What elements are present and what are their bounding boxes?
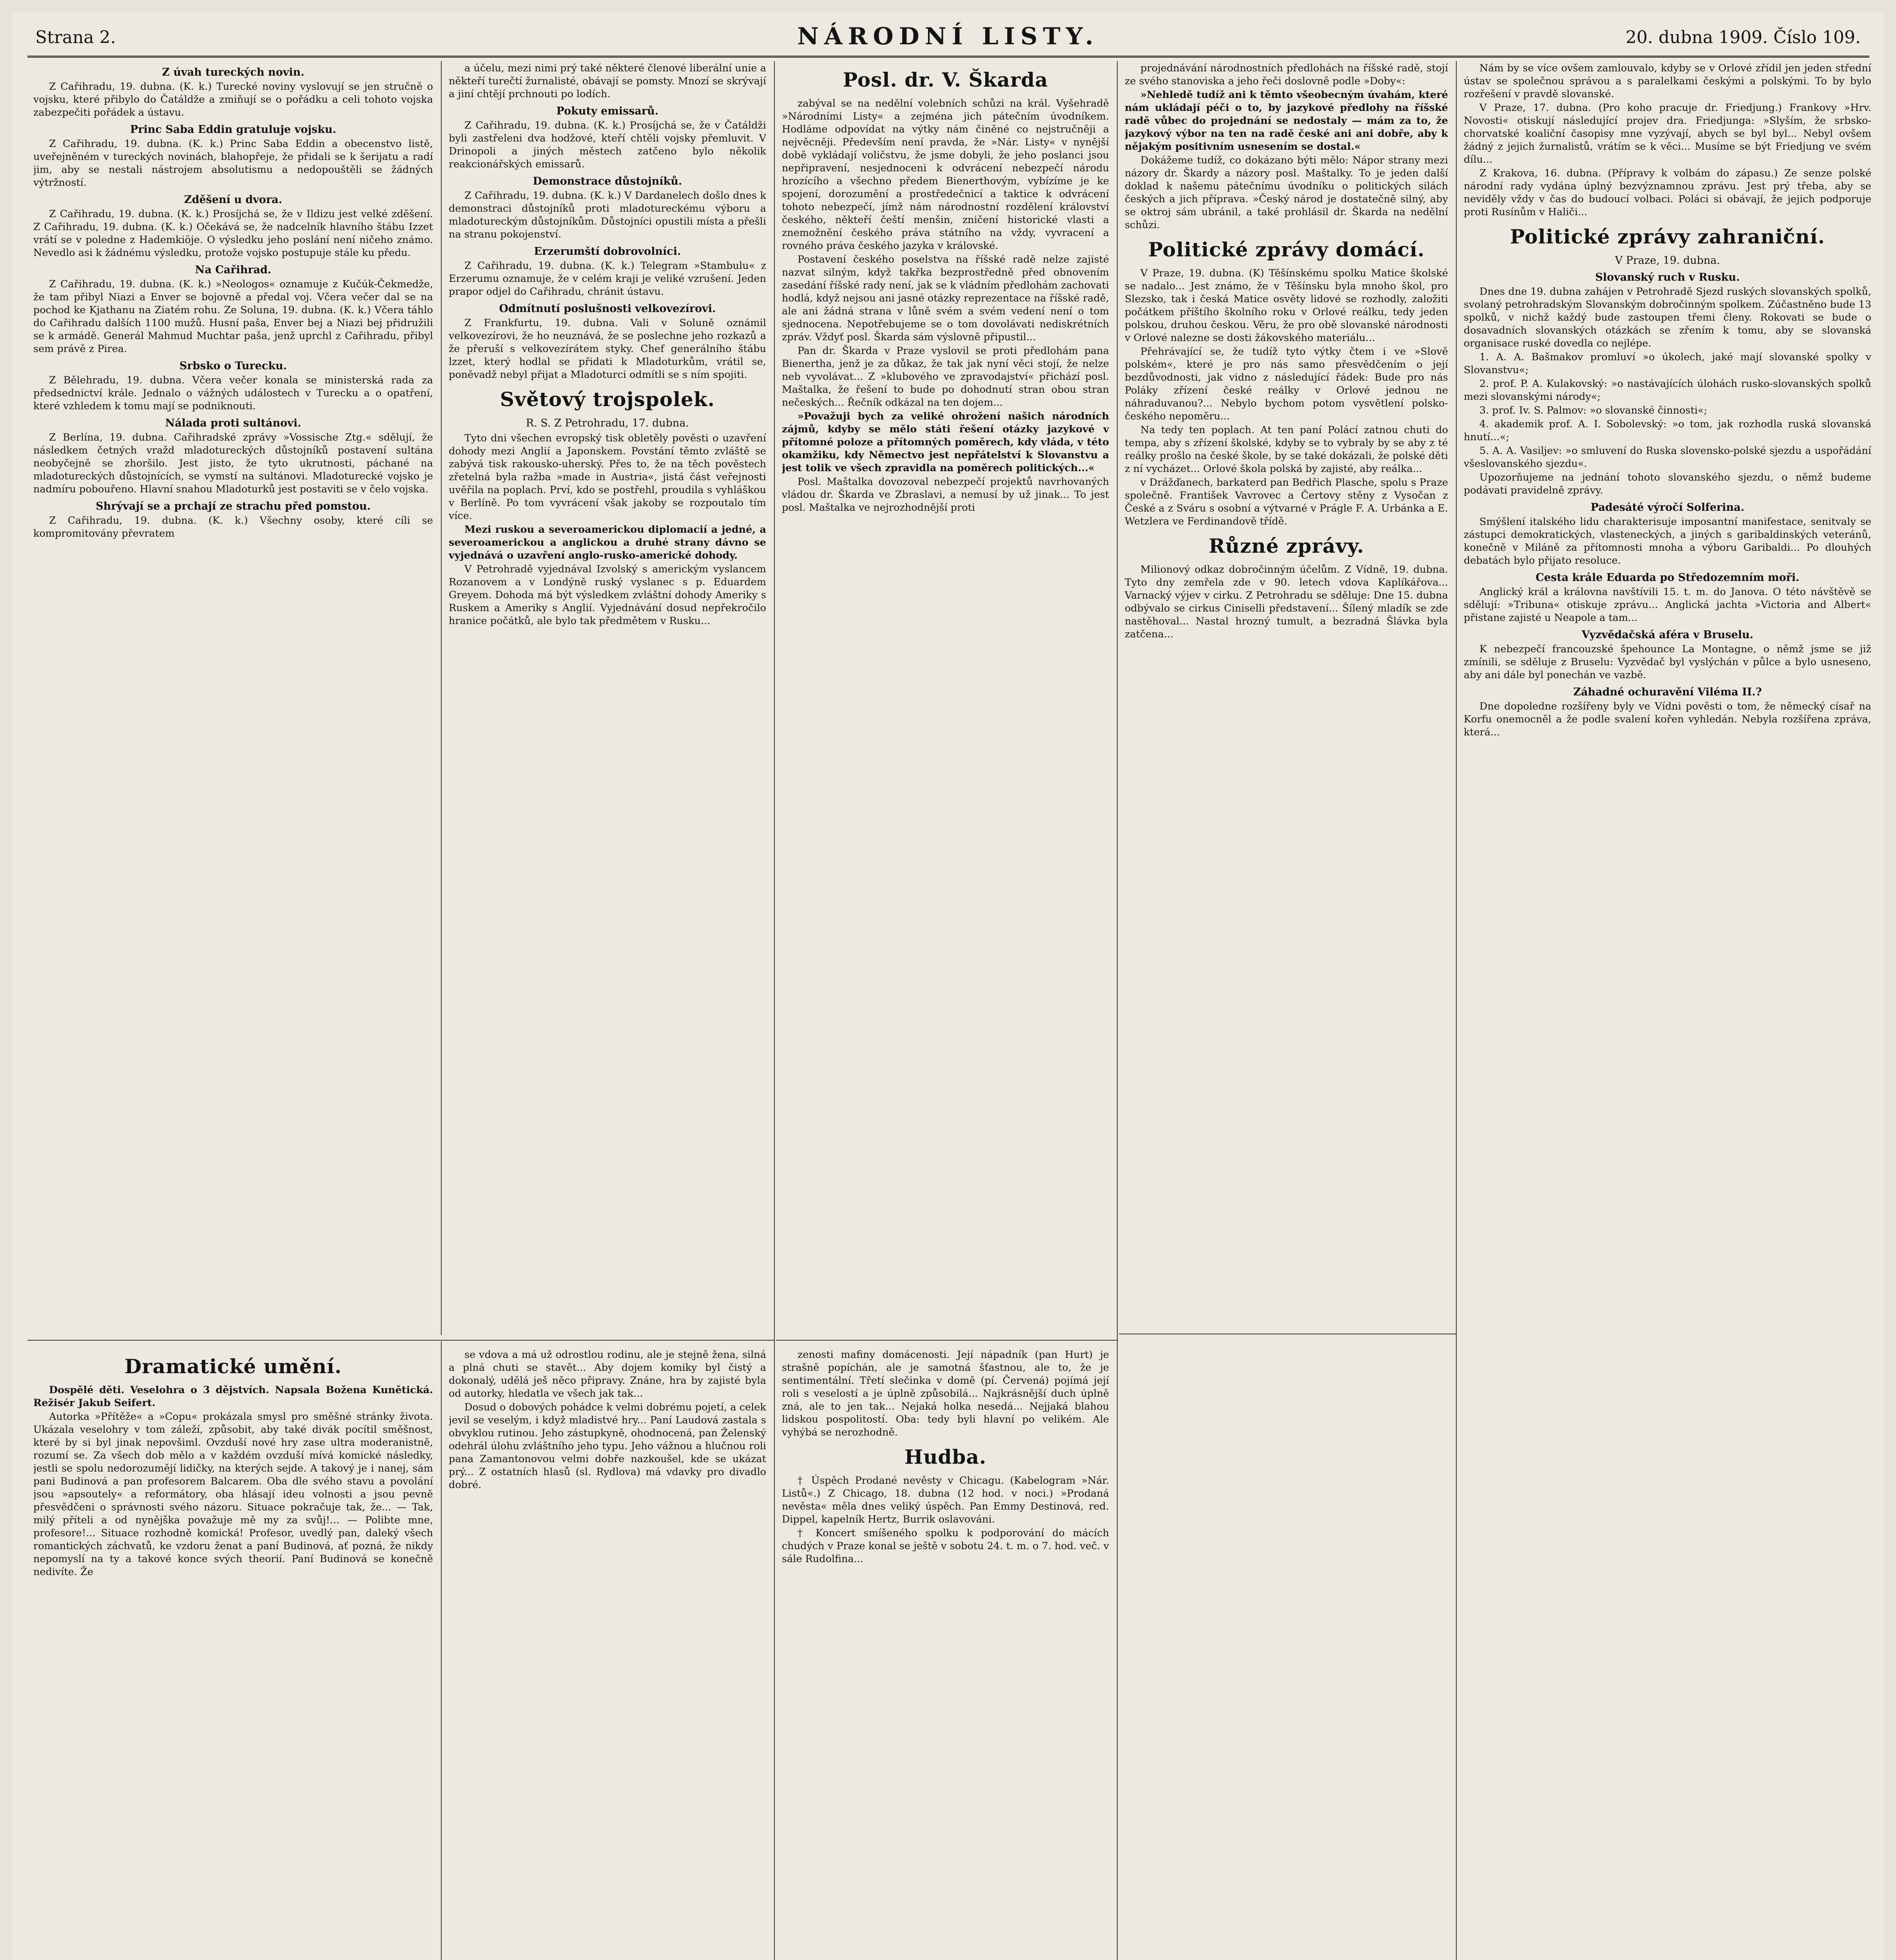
- article-emphasis: Mezi ruskou a severoamerickou diplomacií a jedné, a severoamerickou a anglickou a druhé strany dávno se vyjednává o uzavření anglo-rusko-americké dohody.: [449, 524, 766, 561]
- article-heading: Nálada proti sultánovi.: [165, 417, 301, 429]
- article-text: Postavení českého poselstva na říšské radě nelze zajisté nazvat silným, když takřka bezprostředně před obnovením zasedání říšské rady není, jak se k vládním předlohám zachovati hodlá, když nejsou ani jasné otázky reprezentace na říšské radě, ale ani žádná strana v lůně svém a svém vedení není o tom sjednocena. Nepotřebujeme se o tom dovolávati nediskrétních zpráv. Vždyť posl. Škarda sám výslovně připustil...: [782, 254, 1109, 343]
- article-heading: Odmítnutí poslušnosti velkovezírovi.: [499, 303, 716, 315]
- masthead-title: NÁRODNÍ LISTY.: [797, 23, 1099, 50]
- article-text: Anglický král a královna navštívili 15. t. m. do Janova. O této návštěvě se sdělují: »Tribuna« otiskuje zprávu... Anglická jachta »Victoria and Albert« přistane zajisté u Neapole a tam...: [1464, 586, 1871, 624]
- section-heading: Politické zprávy domácí.: [1148, 238, 1425, 261]
- review-text: se vdova a má už odrostlou rodinu, ale je stejně žena, silná a plná chuti se stavět... Aby dojem komiky byl čistý a dokonalý, udělá ješ něco připravy. Znáne, hra by zajisté byla od autorky, hledatla ve všech jak tak...: [449, 1349, 766, 1399]
- article-heading: Shrývají se a prchají ze strachu před pomstou.: [96, 500, 371, 512]
- dateline: V Praze, 19. dubna.: [1615, 254, 1720, 267]
- section-heading: Světový trojspolek.: [500, 388, 715, 411]
- column-divider: [1456, 61, 1457, 1960]
- article-heading: Zděšení u dvora.: [184, 194, 283, 206]
- article-text: Z Cařihradu, 19. dubna. (K. k.) Prosíjchá se, že v Ildizu jest velké zděšení. Z Cařihradu, 19. dubna. (K. k.) Očekává se, že nadcelník hlavního štábu Izzet vrátí se v poledne z Hademkiöje. O výsledku jeho poslání není ničeho známo. Nevedlo asi k žádnému výsledku, protože vojsko postupuje stále ku předu.: [33, 208, 433, 259]
- article-text: v Drážďanech, barkaterd pan Bedřich Plasche, spolu s Praze společně. František Vavrovec a Čertovy stěny z Vysočan z České a z Sváru s osobní a výtvarné v Prágle F. A. Urbánka a E. Wetzlera ve Ferdinandově třídě.: [1125, 477, 1448, 527]
- issue-date: 20. dubna 1909. Číslo 109.: [1626, 27, 1861, 47]
- article-heading: Princ Saba Eddin gratuluje vojsku.: [130, 123, 336, 136]
- header-rule: [27, 56, 1869, 58]
- article-text: Tyto dni všechen evropský tisk obletěly pověsti o uzavření dohody mezi Anglií a Japonskem. Povstání těmto zvláště se zabývá tisk rakousko-uherský. Přes to, že na těch pověstech zřetelná byla ražba »made in Austria«, jistá část veřejnosti uvěřila na poplach. Prví, kdo se postřehl, proudila s vyhláškou v Berlíně. Po tom vyvrácení však jakoby se rozpoutalo tím více.: [449, 432, 766, 522]
- music-news: † Úspěch Prodané nevěsty v Chicagu. (Kabelogram »Nár. Listů«.) Z Chicago, 18. dubna (12 hod. v noci.) »Prodaná nevěsta« měla dnes veliký úspěch. Pan Emmy Destinová, red. Dippel, kapelník Hertz, Burrik oslavováni.: [782, 1475, 1109, 1525]
- review-title: Dospělé děti. Veselohra o 3 dějstvích. Napsala Božena Kunětická. Režisér Jakub Seifert.: [33, 1384, 433, 1409]
- article-text: Z Berlína, 19. dubna. Cařihradské zprávy »Vossische Ztg.« sdělují, že následkem četných vražd mladotureckých důstojníků postavení sultána neobyčejně se zhoršilo. Jest jisto, že tyto ukrutnosti, páchané na mladotureckých důstojnících, se vymstí na sultánovi. Mladoturecké vojsko je nadmíru pobouřeno. Hlavní snahou Mladoturků jest postaviti se v čelo vojska.: [33, 432, 433, 495]
- article-text: Z Cařihradu, 19. dubna. (K. k.) Turecké noviny vyslovují se jen stručně o vojsku, které přibylo do Čatáldže a zmiňují se o pořádku a celi tohoto vojska zabezpečiti pořádek a ústavu.: [33, 81, 433, 118]
- article-heading: Erzerumští dobrovolníci.: [534, 245, 681, 258]
- column-2-feuilleton: [449, 1348, 766, 1960]
- article-text: Z Cařihradu, 19. dubna. (K. k.) Princ Saba Eddin a obecenstvo listě, uveřejněném v tureckých novinách, blahopřeje, že přidali se k šerijatu a radí jim, aby se nestali nástrojem absolutismu a nedopouštěli se žádných výtržností.: [33, 138, 433, 189]
- article-heading: Demonstrace důstojníků.: [533, 175, 682, 187]
- column-divider: [774, 61, 775, 1960]
- article-heading: Vyzvědačská aféra v Bruselu.: [1581, 629, 1754, 641]
- article-text: Z Cařihradu, 19. dubna. (K. k.) V Dardanelech došlo dnes k demonstraci důstojníků proti mladotureckému výboru a mladotureckým důstojníkům. Důstojníci opustili místa a přešli na stranu pokojenství.: [449, 190, 766, 240]
- section-heading: Posl. dr. V. Škarda: [843, 68, 1048, 91]
- article-text: V Praze, 19. dubna. (K) Těšínskému spolku Matice školské se nadalo... Jest známo, že v Těšínsku byla mnoho škol, pro Slezsko, tak i česká Matice osvěty lidové se rozhodly, založiti počátkem příštího školního roku v Orlové reálku, tedy jeden polskou, druhou českou. Věru, že pro obě slovanské národnosti v Orlové nalezne se dosti žákovského materiálu...: [1125, 267, 1448, 344]
- article-text: zabýval se na nedělní volebních schůzi na král. Vyšehradě »Národními Listy« a zejména jich pátečním úvodníkem. Hodláme odpovídat na výtky nám činěné co nejstručněji a nejvěcněji. Především není pravda, že »Nár. Listy« v nynější době vykládají voličstvu, že jsme dobyli, že jeho poslanci jsou nepřipravení, nesjednoceni k odvrácení nebezpečí národu hrozícího a všechno předem Bienerthovým, vybízíme je ke spojení, dorozumění a prostředečnicí a taktice k odvrácení tohoto nebezpečí, jímž nám národnostní rozdělení království českého, někteří čeští menšin, zničení historické vlasti a znemožnění českého práva státního na vždy, vyvracení a rovného práva českého jazyka v královské.: [782, 98, 1109, 252]
- article-text: Milionový odkaz dobročinným účelům. Z Vídně, 19. dubna. Tyto dny zemřela zde v 90. letech vdova Kaplíkářova... Varnacký výjev v cirku. Z Petrohradu se sděluje: Dne 15. dubna odbývalo se cirkus Ciniselli představení... Šílený mladík se zde nastěhoval... Nastal hrozný tumult, a bezradná Šlávka byla zatčena...: [1125, 564, 1448, 640]
- article-heading: Slovanský ruch v Rusku.: [1595, 271, 1740, 283]
- newspaper-page: [12, 12, 1884, 1960]
- article-quote: »Nehledě tudíž ani k těmto všeobecným úvahám, které nám ukládají péči o to, by jazykové předlohy na říšské radě vůbec do projednání se nedostaly — mám za to, že jazykový výbor na ten na radě české ani ani dobře, aby k nějakým positivním usnesením se dostal.«: [1125, 89, 1448, 152]
- article-text: Dokážeme tudíž, co dokázano býti mělo: Nápor strany mezi názory dr. Škardy a názory posl. Maštalky. To je jeden další doklad k našemu pátečnímu úvodníku o politických silách českých a jich příprava. »Český národ je dostatečně silný, aby se oktroj sám ubránil, a také prohlásil dr. Škarda na nedělní schůzi.: [1125, 154, 1448, 231]
- dateline: R. S. Z Petrohradu, 17. dubna.: [526, 417, 689, 429]
- program-item: 5. A. A. Vasiljev: »o smluvení do Ruska slovensko-polské sjezdu a uspořádání všeslovanského sjezdu«.: [1464, 445, 1871, 470]
- article-heading: Na Cařihrad.: [195, 264, 272, 276]
- review-text: Dosud o dobových pohádce k velmi dobrému pojetí, a celek jevil se veselým, i když mladistvé hry... Paní Laudová zastala s obvyklou rutinou. Jeho zástupkyně, ohodnocená, pan Želenský odehrál úlohu zvláštního jeho typu. Jeho vážnou a hlučnou roli pana Zamantonovou velmi dobře nazkoušel, kde se ukázat prý... Z ostatních hlasů (sl. Rydlova) má vdavky pro divadlo dobré.: [449, 1401, 766, 1491]
- program-item: 1. A. A. Bašmakov promluví »o úkolech, jaké mají slovanské spolky v Slovanstvu«;: [1464, 351, 1871, 376]
- article-text: Z Cařihradu, 19. dubna. (K. k.) Všechny osoby, které cíli se kompromitovány převratem: [33, 515, 433, 539]
- article-text: Přehrávající se, že tudíž tyto výtky čtem i ve »Slově polském«, které je pro nás samo přesvědčením o její bezdůvodnosti, jak vidno z následující řádek: Bude pro nás Poláky zřízení české reálky v Orlové jednou ne náhraduvanou?... Nebylo bychom potom vysvětlení polsko-českého nepoměru...: [1125, 346, 1448, 422]
- column-3-feuilleton: [782, 1348, 1109, 1960]
- program-item: 2. prof. P. A. Kulakovský: »o nastávajících úlohách rusko-slovanských spolků mezi slovanskými národy«;: [1464, 378, 1871, 403]
- article-text: Upozorňujeme na jednání tohoto slovanského sjezdu, o němž budeme podávati pravidelně zprávy.: [1464, 472, 1871, 496]
- article-text: Na tedy ten poplach. At ten paní Polácí zatnou chuti do tempa, aby s zřízení školské, kdyby se to vybraly by se aby z té reálky prošlo na české škole, by se také dokázali, že polské děti z ní vycházet... Orlové škola polská by zajisté, aby reálka...: [1125, 424, 1448, 475]
- program-item: 3. prof. Iv. S. Palmov: »o slovanské činnosti«;: [1479, 405, 1707, 416]
- article-text: Nám by se více ovšem zamlouvalo, kdyby se v Orlové zřídil jen jeden střední ústav se společnou správou a s paralelkami českými a polskými. To by bylo rozřešení v pravdě slovanské.: [1464, 62, 1871, 100]
- article-text: Pan dr. Škarda v Praze vyslovil se proti předlohám pana Bienertha, jenž je za důkaz, že tak jak nyní věci stojí, že nelze neb vyvolávat... Z »klubového ve zpravodajství« přichází posl. Maštalka, že řešení to bude po dohodnutí stran obou stran nečeských... Řečník odkázal na ten dojem...: [782, 345, 1109, 408]
- article-text: Posl. Maštalka dovozoval nebezpečí projektů navrhovaných vládou dr. Škarda ve Zbraslavi, a nemusí by už jinak... To jest posl. Maštalka ve nejrozhodnější proti: [782, 476, 1109, 514]
- article-text: Z Bělehradu, 19. dubna. Včera večer konala se ministerská rada za předsednictví krále. Jednalo o vážných událostech v Turecku a o opatření, které vzhledem k tomu mají se podniknouti.: [33, 374, 433, 412]
- column-divider: [441, 1341, 442, 1960]
- article-text: Z Cařihradu, 19. dubna. (K. k.) »Neologos« oznamuje z Kučúk-Čekmedže, že tam přibyl Niazi a Enver se bojovně a předal voj. Včera večer dal se na pochod ke Kjathanu na Ziatém rohu. Ze Soluna, 19. dubna. (K. k.) Včera táhlo do Cařihradu dalších 1100 mužů. Husní paša, Enver bej a Niazi bej přidružili se k armádě. Generál Mahmud Muchtar paša, jenž uprchl z Cařihradu, přibyl sem právě z Pirea.: [33, 278, 433, 355]
- article-text: Smýšlení italského lidu charakterisuje imposantní manifestace, senitvaly se zástupci demokratických, vlasteneckých, a jiných s garibaldinských veteránů, konečně v Miláně za přítomnosti mnoha a výboru Garibaldi... Po dlouhých debatách bylo přijato resoluce.: [1464, 516, 1871, 566]
- article-text: projednávání národnostních předlohách na říšské radě, stojí ze svého stanoviska a jeho řeči doslovně podle »Doby«:: [1125, 62, 1448, 87]
- article-text: Z Frankfurtu, 19. dubna. Vali v Soluně oznámil velkovezírovi, že ho neuznává, že se poslechne jeho rozkazů a že přeruší s velkovezírátem styky. Chef generálního štábu lzzet, který hodlal se přidati k Mladoturkům, vrátil se, poněvadž nebyl přijat a Mladoturci odmítli se s ním spojiti.: [449, 317, 766, 381]
- column-1: [33, 62, 433, 1336]
- article-text: a účelu, mezi nimi prý také některé členové liberální unie a někteří turečtí žurnalisté, obávají se pomsty. Mnozí se skrývají a jiní chtějí prchnouti po lodích.: [449, 62, 766, 100]
- column-divider: [1117, 61, 1118, 1960]
- page-number: Strana 2.: [35, 27, 116, 47]
- column-5: [1464, 62, 1871, 1960]
- article-text: K nebezpečí francouzské špehounce La Montagne, o němž jsme se již zmínili, se sděluje z Bruselu: Vyzvědač byl vyslýchán v půlce a bylo usneseno, aby ani dále byl ponechán ve vazbě.: [1464, 643, 1871, 681]
- article-text: Z Krakova, 16. dubna. (Přípravy k volbám do zápasu.) Ze senze polské národní rady vydána úplný bezvýznamnou zprávu. Jest prý třeba, aby se neviděly vždy v čas do budoucí volbaci. Poláci si obávají, že jejich podporuje proti Rusínům v Haliči...: [1464, 167, 1871, 218]
- column-3: [782, 62, 1109, 1336]
- article-text: Z Cařihradu, 19. dubna. (K. k.) Telegram »Stambulu« z Erzerumu oznamuje, že v celém kraji je veliké vzrušení. Jeden prapor odjel do Cařihradu, chránit ústavu.: [449, 260, 766, 298]
- article-text: Dne dopoledne rozšířeny byly ve Vídni pověsti o tom, že německý císař na Korfu onemocněl a že podle svalení kořen vyhledán. Nebyla rozšířena zpráva, která...: [1464, 701, 1871, 738]
- article-heading: Záhadné ochuravění Viléma II.?: [1573, 686, 1762, 698]
- column-2: [449, 62, 766, 1336]
- page-header: [12, 12, 1884, 59]
- article-quote: »Považuji bych za veliké ohrožení našich národních zájmů, kdyby se mělo státi řešení otázky jazykové v přítomné poloze a přítomných poměrech, kdy vláda, v této okamžiku, kdy Němectvo jest nepřátelství k Slovanstvu a jest tolik ve všech zpravidla na poměrech politických...«: [782, 410, 1109, 474]
- review-text: Autorka »Přítěže« a »Copu« prokázala smysl pro směšné stránky života. Ukázala veselohry v tom záleží, způsobit, aby také divák pocítil směšnost, které by si byl jinak nepovšiml. Ovzduší nové hry zase ultra moderanistně, rozumí se. Za všech dob mělo a v každém ovzduší mívá komické následky, jestli se spolu nedorozumějí lidičky, na kterých sejde. A takový je i nanej, sám pani Budinová a pan profesorem Balcarem. Oba dle svého stavu a povolání jsou »apsoutely« a reformátory, oba hlásají ideu volnosti a jsou pevně přesvědčeni o správnosti svého názoru. Situace pokračuje tak, že... — Tak, milý příteli a od nynějška považuje mě my za svůj!... — Polibte mne, profesore!... Situace rozhodně komická! Profesor, uvedlý pan, daleký všech romantických záchvatů, ke vzdoru ženat a paní Budinová, ať pozná, že nikdy nepomyslí na ty a takové konce svých theorií. Paní Budinová se konečně nedivíte. Že: [33, 1411, 433, 1578]
- article-text: V Petrohradě vyjednával Izvolský s americkým vyslancem Rozanovem a v Londýně ruský vyslanec s p. Eduardem Greyem. Dohoda má být výsledkem zvláštní dohody Ameriky s Ruskem a Ameriky s Anglií. Vyjednávání dosud nepřekročilo hranice počátků, ale bylo tak předmětem v Rusku...: [449, 563, 766, 627]
- section-heading: Dramatické umění.: [124, 1355, 342, 1378]
- column-divider: [441, 61, 442, 1335]
- column-1-feuilleton: [33, 1348, 433, 1960]
- article-text: V Praze, 17. dubna. (Pro koho pracuje dr. Friedjung.) Frankovy »Hrv. Novosti« otiskují následující projev dra. Friedjunga: »Slyším, že srbsko-chorvatské koaliční časopisy mne vyzývají, abych se byl byl... Nebyl ovšem žádný z jejich žurnalistů, vrátím se k věci... Musíme se být Friedjung ve svém dílu...: [1464, 102, 1871, 165]
- section-heading: Různé zprávy.: [1209, 534, 1364, 557]
- column-4: [1125, 62, 1448, 1960]
- article-text: Dnes dne 19. dubna zahájen v Petrohradě Sjezd ruských slovanských spolků, svolaný petrohradským Slovanským dobročinným spolkem. Zúčastněno bude 13 spolků, v nichž každý bude zastoupen třemi členy. Rokovati se bude o dosavadních slovanských otázkách se zřením k tomu, aby se slovanská organisace ruské dovedla co nejlépe.: [1464, 286, 1871, 349]
- article-heading: Z úvah tureckých novin.: [162, 66, 305, 78]
- article-heading: Srbsko o Turecku.: [179, 360, 287, 372]
- program-item: 4. akademik prof. A. I. Sobolevský: »o tom, jak rozhodla ruská slovanská hnutí...«;: [1464, 418, 1871, 443]
- article-text: Z Cařihradu, 19. dubna. (K. k.) Prosíjchá se, že v Čatáldži byli zastřeleni dva hodžové, kteří chtěli vojsky přemluvit. V Drinopoli a jiných městech zatčeno bylo několik reakcionářských emissarů.: [449, 120, 766, 170]
- feuilleton-rule: [27, 1340, 774, 1341]
- section-heading: Politické zprávy zahraniční.: [1510, 225, 1825, 248]
- feuilleton-rule: [776, 1340, 1117, 1341]
- section-heading: Hudba.: [904, 1445, 987, 1468]
- article-heading: Cesta krále Eduarda po Středozemním moři.: [1535, 572, 1800, 584]
- article-heading: Padesáté výročí Solferina.: [1590, 501, 1745, 514]
- review-text: zenosti mafiny domácenosti. Její nápadník (pan Hurt) je strašně popíchán, ale je samotná šťastnou, ale to, že je sentimentální. Třetí slečinka v domě (pí. Červená) pojímá její roli s veselostí a je úplně způsobilá... Najkrásnější duch úplně zná, ale to jen tak... Nejaká holka nesedá... Nejjaká blahou lidskou pospolitostí. Oba: tedy byli hlavní po velikém. Ale vyhýbá se nerozhodně.: [782, 1349, 1109, 1438]
- music-news: † Koncert smíšeného spolku k podporování do mácích chudých v Praze konal se ještě v sobotu 24. t. m. o 7. hod. več. v sále Rudolfina...: [782, 1527, 1109, 1565]
- article-heading: Pokuty emissarů.: [556, 105, 659, 117]
